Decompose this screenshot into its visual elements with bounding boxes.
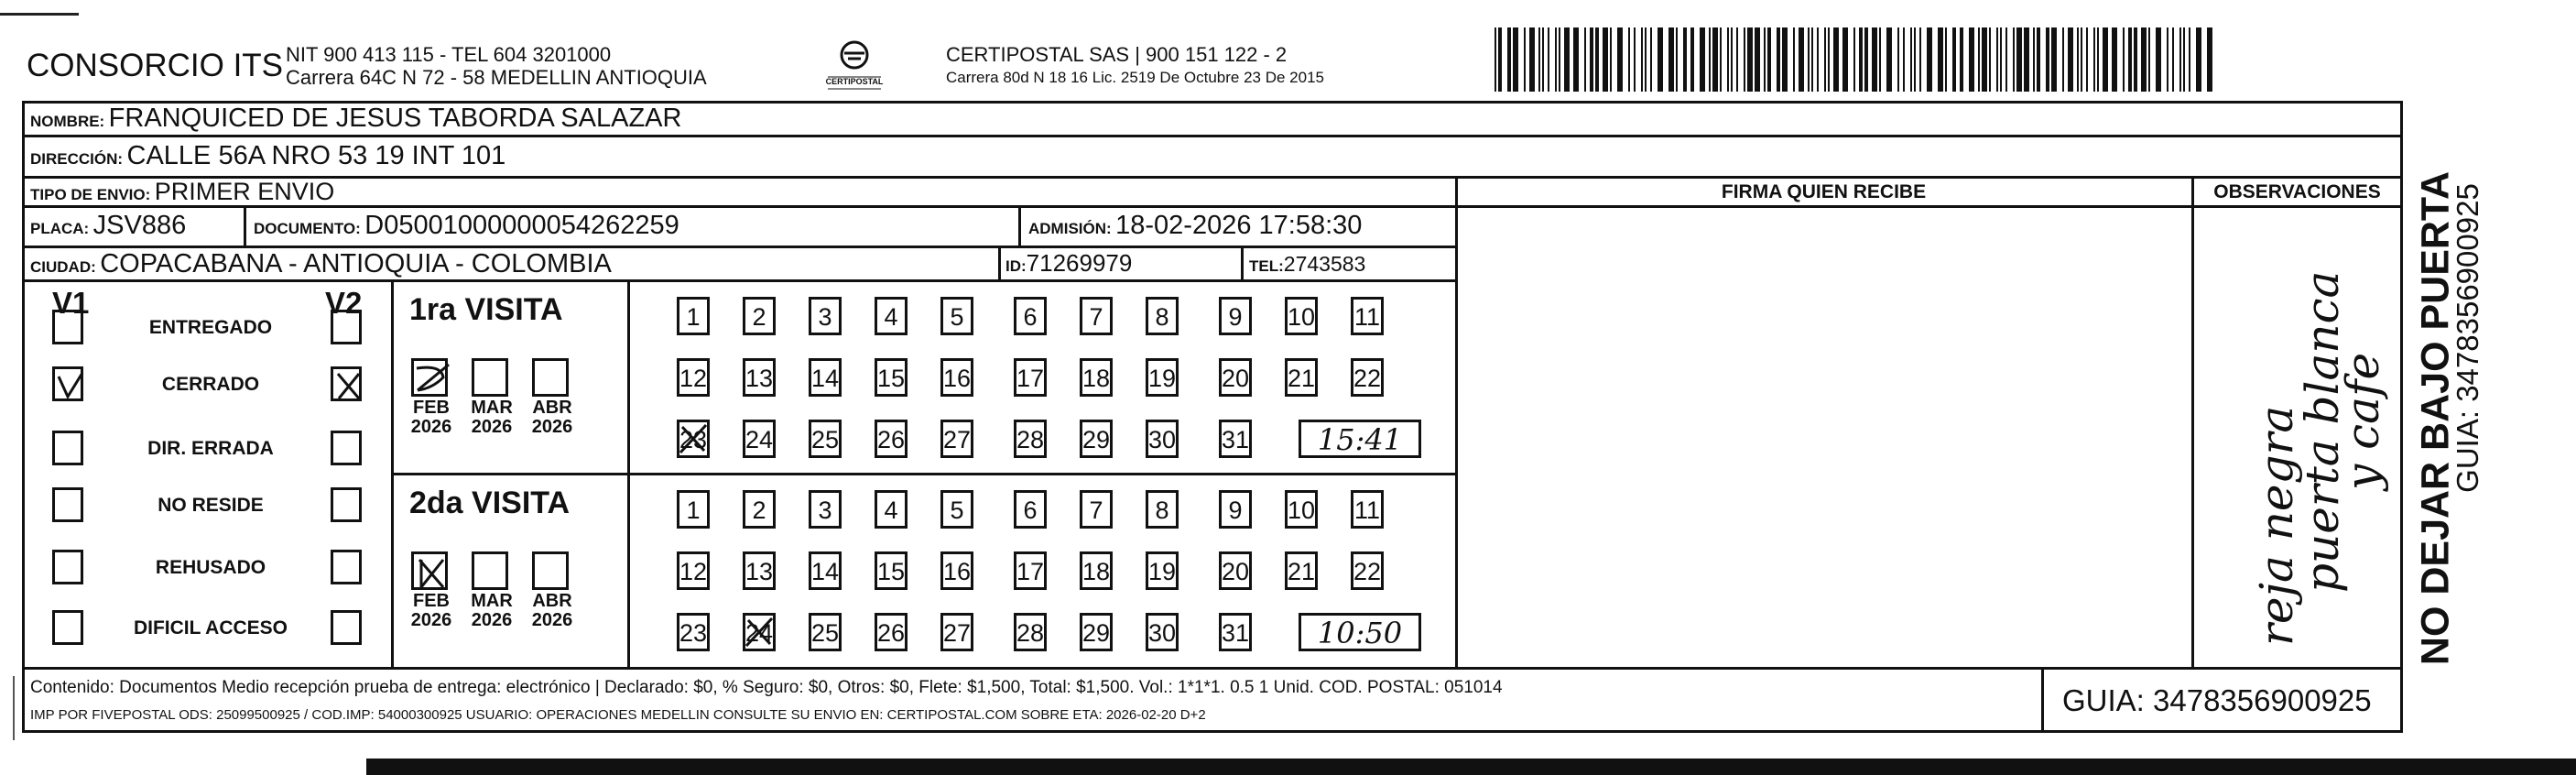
row-line-footer	[22, 667, 2403, 670]
admision-row	[1028, 211, 1362, 241]
tipo-envio-label: TIPO DE ENVIO:	[30, 186, 151, 203]
day-box[interactable]	[1080, 358, 1113, 397]
day-number: 9	[1228, 497, 1243, 524]
day-box[interactable]	[1014, 297, 1047, 335]
day-box[interactable]	[1080, 613, 1113, 651]
day-box[interactable]	[677, 551, 710, 590]
day-number: 2	[752, 303, 766, 331]
documento-value: D05001000000054262259	[364, 211, 679, 240]
day-box[interactable]	[743, 613, 776, 651]
day-number: 5	[950, 303, 964, 331]
day-box[interactable]	[1080, 420, 1113, 458]
firma-header: FIRMA QUIEN RECIBE	[1721, 181, 1927, 202]
day-box[interactable]	[1285, 551, 1318, 590]
tel-label: TEL:	[1249, 257, 1284, 275]
day-number: 25	[811, 426, 840, 453]
day-box[interactable]	[1351, 490, 1384, 529]
month-checkbox[interactable]	[472, 358, 508, 397]
day-number: 20	[1222, 558, 1250, 585]
day-box[interactable]	[875, 613, 908, 651]
v2-checkbox[interactable]	[331, 431, 362, 465]
status-option-label: CERRADO	[161, 374, 260, 395]
v1-checkbox[interactable]	[52, 610, 83, 645]
day-box[interactable]	[743, 490, 776, 529]
divider-footer-guia	[2041, 667, 2044, 733]
id-value: 71269979	[1026, 249, 1133, 277]
day-box[interactable]	[743, 551, 776, 590]
day-box[interactable]	[1219, 551, 1252, 590]
observaciones-header: OBSERVACIONES	[2213, 181, 2381, 202]
month-year: 2026	[471, 417, 513, 437]
divider-id	[998, 246, 1001, 279]
day-number: 23	[679, 426, 708, 453]
month-label	[404, 398, 459, 437]
day-box[interactable]	[1146, 490, 1179, 529]
day-number: 3	[818, 303, 832, 331]
day-number: 10	[1288, 497, 1316, 524]
day-box[interactable]	[809, 490, 842, 529]
day-number: 24	[745, 619, 774, 647]
day-number: 31	[1222, 619, 1250, 647]
month-label	[464, 398, 519, 437]
month-label	[525, 398, 580, 437]
divider-tel	[1241, 246, 1244, 279]
scan-artifact-top-line	[0, 13, 79, 16]
day-number: 21	[1288, 365, 1316, 392]
day-number: 21	[1288, 558, 1316, 585]
day-box[interactable]	[875, 358, 908, 397]
day-number: 27	[943, 619, 972, 647]
day-number: 7	[1089, 303, 1103, 331]
company-name: CONSORCIO ITS	[27, 48, 284, 83]
v2-checkbox[interactable]	[331, 610, 362, 645]
day-box[interactable]	[743, 297, 776, 335]
divider-admision	[1018, 205, 1021, 246]
day-number: 29	[1082, 426, 1111, 453]
certipostal-logo	[822, 38, 886, 93]
v1-checkbox[interactable]	[52, 366, 83, 401]
nombre-value: FRANQUICED DE JESUS TABORDA SALAZAR	[108, 104, 682, 133]
divider-visits-middle	[391, 473, 1455, 475]
day-box[interactable]	[940, 613, 973, 651]
day-box[interactable]	[677, 613, 710, 651]
month-checkbox[interactable]	[532, 551, 569, 590]
observaciones-handwriting	[2194, 209, 2400, 667]
day-number: 9	[1228, 303, 1243, 331]
day-number: 30	[1148, 619, 1177, 647]
day-box[interactable]	[1146, 613, 1179, 651]
day-number: 24	[745, 426, 774, 453]
tipo-envio-value: PRIMER ENVIO	[154, 178, 335, 205]
v1-checkbox[interactable]	[52, 310, 83, 344]
day-number: 13	[745, 365, 774, 392]
day-box[interactable]	[809, 420, 842, 458]
footer-contenido: Contenido: Documentos Medio recepción prueba de entrega: electrónico | Declarado: $0, % Seguro: $0, Otros: $0, Flete: $1,500, Total: $1,500. Vol.: 1*1*1. 0.5 1 Unid. COD. POSTAL: 051014	[30, 678, 1503, 697]
day-number: 18	[1082, 365, 1111, 392]
v1-checkbox[interactable]	[52, 550, 83, 584]
time-box[interactable]	[1299, 420, 1421, 458]
company-address: Carrera 64C N 72 - 58 MEDELLIN ANTIOQUIA	[286, 66, 707, 89]
day-box[interactable]	[1014, 358, 1047, 397]
placa-value: JSV886	[92, 211, 187, 240]
day-number: 8	[1155, 303, 1169, 331]
day-number: 27	[943, 426, 972, 453]
month-name: FEB	[413, 398, 450, 418]
day-number: 16	[943, 365, 972, 392]
day-box[interactable]	[1219, 420, 1252, 458]
month-name: ABR	[532, 591, 572, 611]
month-name: FEB	[413, 591, 450, 611]
v1-checkbox[interactable]	[52, 487, 83, 522]
month-year: 2026	[531, 610, 573, 630]
x-mark-icon	[333, 369, 364, 404]
day-box[interactable]	[1146, 297, 1179, 335]
month-name: MAR	[471, 591, 513, 611]
day-box[interactable]	[809, 297, 842, 335]
observaciones-line-1: reja negra	[2250, 405, 2303, 646]
check-mark-icon	[414, 361, 451, 399]
day-number: 12	[679, 365, 708, 392]
ciudad-label: CIUDAD:	[30, 258, 96, 276]
row-line-3	[22, 205, 2403, 208]
side-guia: GUIA: 3478356900925	[2451, 183, 2484, 493]
id-label: ID:	[1005, 257, 1027, 275]
month-year: 2026	[471, 610, 513, 630]
day-number: 1	[686, 497, 701, 524]
direccion-label: DIRECCIÓN:	[30, 150, 124, 168]
admision-label: ADMISIÓN:	[1028, 220, 1112, 237]
day-number: 26	[877, 619, 906, 647]
day-box[interactable]	[809, 613, 842, 651]
ciudad-value: COPACABANA - ANTIOQUIA - COLOMBIA	[100, 249, 612, 278]
day-number: 4	[884, 303, 898, 331]
month-label	[464, 592, 519, 630]
logo-text: CERTIPOSTAL	[825, 77, 884, 86]
visit-title: 2da VISITA	[409, 486, 571, 520]
day-box[interactable]	[1146, 551, 1179, 590]
day-box[interactable]	[940, 551, 973, 590]
day-box[interactable]	[1014, 613, 1047, 651]
month-name: ABR	[532, 398, 572, 418]
v1-checkbox[interactable]	[52, 431, 83, 465]
day-number: 30	[1148, 426, 1177, 453]
day-box[interactable]	[1285, 358, 1318, 397]
tel-row	[1249, 252, 1365, 277]
placa-row	[30, 211, 186, 241]
month-checkbox[interactable]	[411, 551, 448, 590]
footer-imp: IMP POR FIVEPOSTAL ODS: 25099500925 / COD.IMP: 54000300925 USUARIO: OPERACIONES MEDELLIN CONSULTE SU ENVIO EN: CERTIPOSTAL.COM SOBRE ETA: 2026-02-20 D+2	[30, 707, 1206, 723]
x-mark-icon	[743, 613, 776, 651]
carrier-license: Carrera 80d N 18 16 Lic. 2519 De Octubre 23 De 2015	[946, 69, 1324, 86]
day-box[interactable]	[1080, 551, 1113, 590]
frame-right-edge	[2400, 101, 2403, 733]
day-box[interactable]	[809, 551, 842, 590]
day-number: 13	[745, 558, 774, 585]
day-box[interactable]	[940, 490, 973, 529]
check-mark-icon	[55, 369, 86, 404]
day-number: 6	[1023, 303, 1038, 331]
day-box[interactable]	[1014, 490, 1047, 529]
day-number: 12	[679, 558, 708, 585]
day-number: 25	[811, 619, 840, 647]
day-box[interactable]	[940, 297, 973, 335]
row-line-2	[22, 176, 2403, 179]
company-nit: NIT 900 413 115 - TEL 604 3201000	[286, 43, 612, 66]
day-box[interactable]	[677, 297, 710, 335]
barcode-graphic	[1495, 27, 2218, 92]
x-mark-icon	[677, 420, 710, 458]
day-box[interactable]	[1351, 358, 1384, 397]
nombre-row	[30, 104, 681, 134]
day-number: 6	[1023, 497, 1038, 524]
month-checkbox[interactable]	[532, 358, 569, 397]
day-number: 29	[1082, 619, 1111, 647]
day-number: 19	[1148, 365, 1177, 392]
row-line-5	[22, 279, 1458, 282]
nombre-label: NOMBRE:	[30, 113, 105, 130]
month-label	[525, 592, 580, 630]
documento-label: DOCUMENTO:	[254, 220, 361, 237]
month-checkbox[interactable]	[472, 551, 508, 590]
status-option-label: ENTREGADO	[148, 317, 273, 338]
time-box[interactable]	[1299, 613, 1421, 651]
day-number: 28	[1016, 619, 1045, 647]
v2-label: V2	[325, 286, 363, 320]
day-box[interactable]	[1146, 358, 1179, 397]
v2-checkbox[interactable]	[331, 550, 362, 584]
divider-placa	[244, 205, 246, 246]
day-box[interactable]	[1219, 490, 1252, 529]
tel-value: 2743583	[1283, 252, 1366, 276]
time-handwritten: 15:41	[1317, 422, 1403, 457]
day-number: 20	[1222, 365, 1250, 392]
day-number: 17	[1016, 558, 1045, 585]
day-box[interactable]	[875, 551, 908, 590]
day-box[interactable]	[1014, 420, 1047, 458]
day-box[interactable]	[743, 420, 776, 458]
day-number: 11	[1353, 497, 1381, 524]
day-box[interactable]	[1219, 613, 1252, 651]
day-box[interactable]	[809, 358, 842, 397]
day-number: 8	[1155, 497, 1169, 524]
day-number: 22	[1353, 365, 1382, 392]
day-number: 18	[1082, 558, 1111, 585]
day-box[interactable]	[1219, 297, 1252, 335]
day-box[interactable]	[1014, 551, 1047, 590]
day-number: 14	[811, 365, 840, 392]
day-number: 7	[1089, 497, 1103, 524]
day-number: 4	[884, 497, 898, 524]
direccion-value: CALLE 56A NRO 53 19 INT 101	[126, 141, 506, 170]
day-box[interactable]	[1080, 490, 1113, 529]
day-box[interactable]	[940, 420, 973, 458]
day-number: 16	[943, 558, 972, 585]
v2-checkbox[interactable]	[331, 366, 362, 401]
status-option-label: NO RESIDE	[158, 495, 264, 516]
day-box[interactable]	[1080, 297, 1113, 335]
status-option-label: DIFICIL ACCESO	[133, 617, 288, 639]
day-box[interactable]	[677, 358, 710, 397]
carrier-name: CERTIPOSTAL SAS | 900 151 122 - 2	[946, 43, 1288, 66]
day-number: 10	[1288, 303, 1316, 331]
day-number: 3	[818, 497, 832, 524]
day-box[interactable]	[743, 358, 776, 397]
day-box[interactable]	[1285, 297, 1318, 335]
v2-checkbox[interactable]	[331, 310, 362, 344]
month-label	[404, 592, 459, 630]
barcode	[1495, 27, 2218, 92]
footer-guia: GUIA: 3478356900925	[2062, 683, 2372, 717]
direccion-row	[30, 141, 505, 171]
no-dejar-bajo-puerta: NO DEJAR BAJO PUERTA	[2413, 170, 2458, 666]
day-box[interactable]	[875, 420, 908, 458]
day-box[interactable]	[940, 358, 973, 397]
day-number: 15	[877, 558, 906, 585]
day-box[interactable]	[677, 490, 710, 529]
observaciones-line-2: puerta blanca	[2296, 270, 2349, 593]
observaciones-line-3: y cafe	[2336, 352, 2389, 490]
month-name: MAR	[471, 398, 513, 418]
day-number: 26	[877, 426, 906, 453]
day-number: 14	[811, 558, 840, 585]
day-box[interactable]	[1285, 490, 1318, 529]
month-year: 2026	[531, 417, 573, 437]
row-line-1	[22, 135, 2403, 137]
v2-checkbox[interactable]	[331, 487, 362, 522]
day-box[interactable]	[677, 420, 710, 458]
day-box[interactable]	[1219, 358, 1252, 397]
day-number: 15	[877, 365, 906, 392]
month-year: 2026	[410, 610, 452, 630]
day-box[interactable]	[1146, 420, 1179, 458]
admision-value: 18-02-2026 17:58:30	[1115, 211, 1363, 240]
month-year: 2026	[410, 417, 452, 437]
day-number: 1	[686, 303, 701, 331]
id-row	[1005, 249, 1132, 278]
day-number: 2	[752, 497, 766, 524]
day-number: 11	[1353, 303, 1381, 331]
day-number: 23	[679, 619, 708, 647]
day-number: 31	[1222, 426, 1250, 453]
month-checkbox[interactable]	[411, 358, 448, 397]
x-mark-icon	[414, 554, 451, 593]
status-option-label: REHUSADO	[155, 557, 266, 578]
scan-artifact-bottom-bar	[366, 759, 2576, 775]
day-box[interactable]	[1351, 551, 1384, 590]
day-box[interactable]	[875, 297, 908, 335]
day-number: 19	[1148, 558, 1177, 585]
visit-title: 1ra VISITA	[409, 292, 563, 327]
day-number: 5	[950, 497, 964, 524]
day-number: 28	[1016, 426, 1045, 453]
side-text	[2413, 110, 2527, 733]
ciudad-row	[30, 249, 612, 279]
placa-label: PLACA:	[30, 220, 90, 237]
time-handwritten: 10:50	[1317, 616, 1403, 650]
status-option-label: DIR. ERRADA	[147, 438, 274, 459]
documento-row	[254, 211, 679, 241]
day-number: 22	[1353, 558, 1382, 585]
v1-label: V1	[52, 286, 90, 320]
scan-artifact-left-line	[13, 676, 15, 740]
tipo-envio-row	[30, 178, 334, 206]
day-box[interactable]	[875, 490, 908, 529]
divider-firma	[1455, 176, 1458, 667]
day-box[interactable]	[1351, 297, 1384, 335]
day-number: 17	[1016, 365, 1045, 392]
